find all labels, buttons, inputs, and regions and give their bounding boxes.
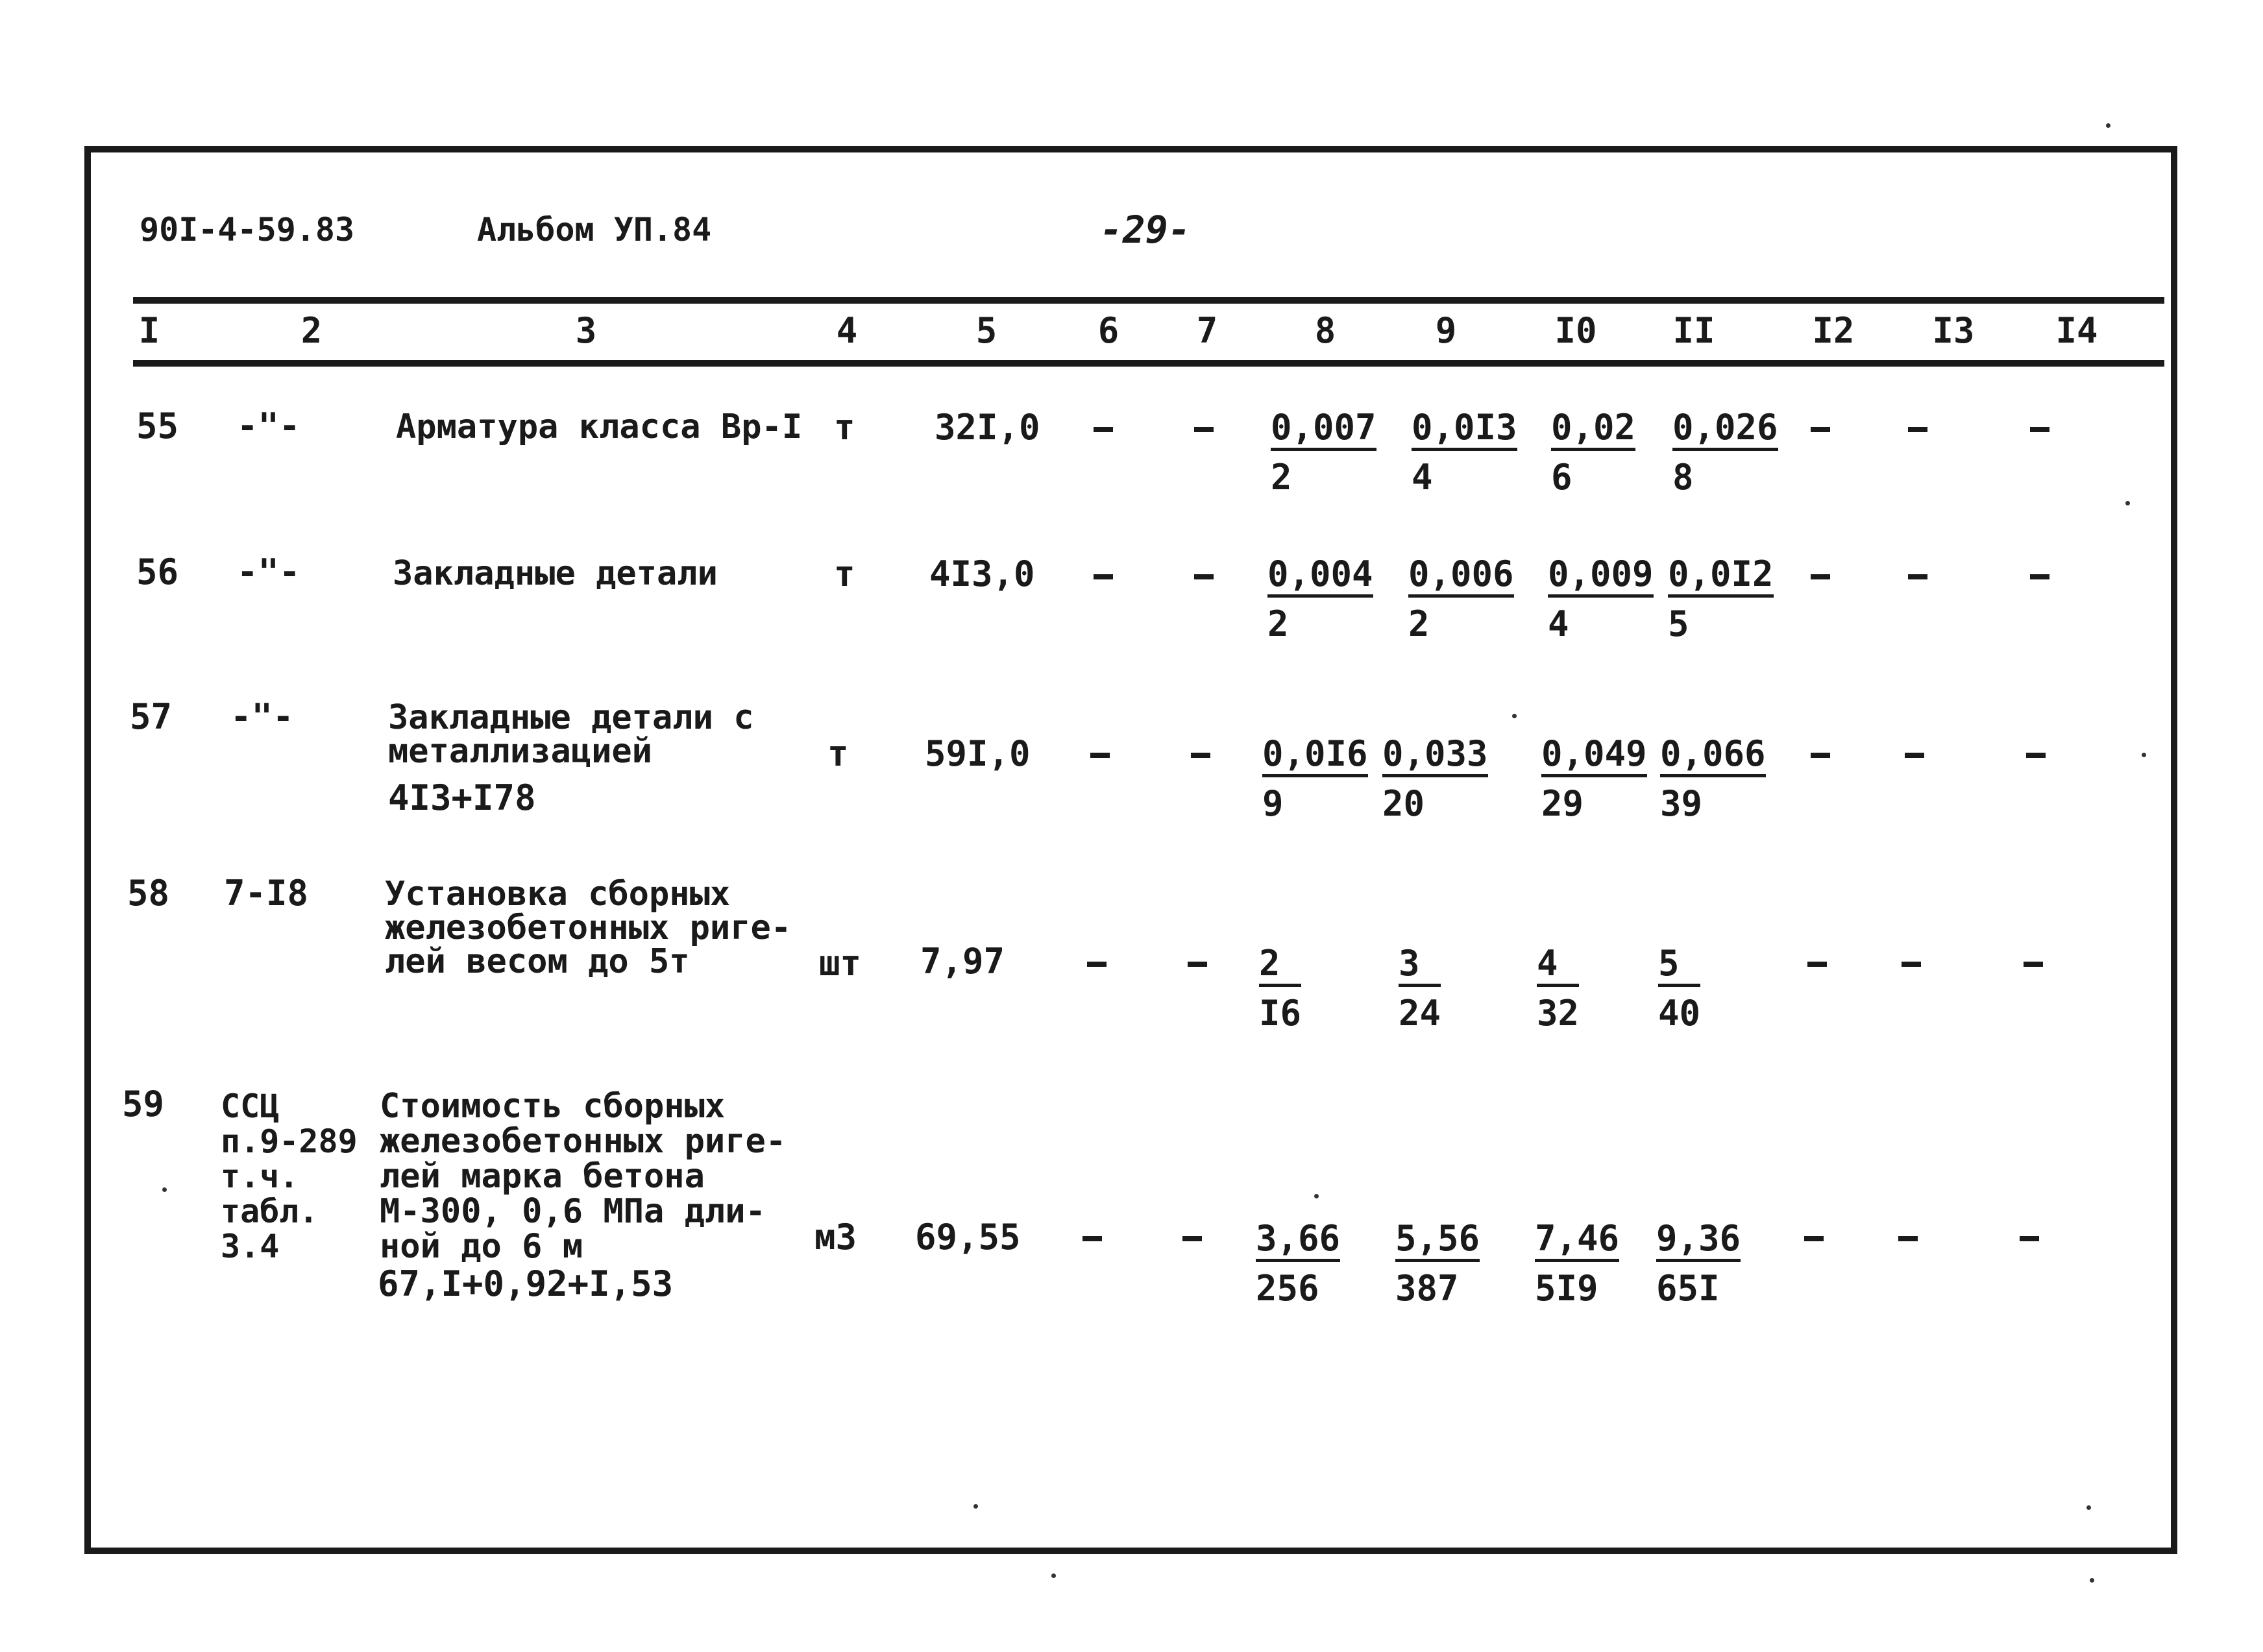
scan-speck [2086, 1505, 2091, 1510]
row-description: Установка сборных железобетонных риге- лей весом до 5т [385, 875, 792, 981]
scan-speck [2142, 753, 2146, 757]
document-code: 90I-4-59.83 [140, 211, 355, 249]
col-header-11: II [1672, 310, 1715, 351]
page-frame [84, 146, 2177, 1554]
fraction-col11: $\frac{5}{40}$ [1658, 943, 1701, 1034]
dash-col12 [1811, 574, 1830, 579]
dash-col13 [1908, 427, 1927, 432]
dash-col12 [1804, 1236, 1824, 1241]
dash-col13 [1905, 753, 1924, 758]
col-header-2: 2 [300, 310, 323, 351]
header-top-rule [133, 297, 2164, 304]
dash-col6 [1087, 962, 1107, 967]
row-number: 58 [127, 873, 170, 914]
row-description: Арматура класса Вр-I [396, 407, 803, 446]
scan-speck [1512, 714, 1517, 718]
row-description: Закладные детали с металлизацией [388, 698, 754, 771]
col-header-3: 3 [575, 310, 597, 351]
row-unit: т [827, 733, 849, 774]
fraction-col8: $\frac{0,007}{2}$ [1271, 407, 1376, 498]
row-description: Стоимость сборных железобетонных риге- лей марка бетона М-300, 0,6 МПа дли- ной до 6 м [380, 1087, 787, 1266]
dash-col6 [1094, 574, 1113, 579]
row-number: 55 [136, 406, 179, 446]
fraction-col9: $\frac{0,006}{2}$ [1408, 553, 1514, 644]
row-total: 32I,0 [935, 407, 1040, 448]
fraction-col9: $\frac{0,033}{20}$ [1382, 733, 1488, 824]
fraction-col8: $\frac{0,004}{2}$ [1267, 553, 1373, 644]
row-reference: 7-I8 [224, 873, 309, 914]
row-unit: шт [819, 943, 862, 984]
col-header-13: I3 [1932, 310, 1975, 351]
row-total: 59I,0 [925, 733, 1031, 774]
fraction-col8: $\frac{3,66}{256}$ [1256, 1218, 1341, 1309]
col-header-4: 4 [836, 310, 858, 351]
dash-col13 [1908, 574, 1927, 579]
scan-speck [973, 1504, 978, 1509]
header-bottom-rule [133, 360, 2164, 367]
dash-col14 [2026, 753, 2046, 758]
dash-col12 [1807, 962, 1827, 967]
fraction-col10: $\frac{7,46}{5I9}$ [1535, 1218, 1620, 1309]
col-header-12: I2 [1812, 310, 1855, 351]
fraction-col10: $\frac{0,009}{4}$ [1548, 553, 1654, 644]
row-reference: -"- [237, 552, 300, 592]
dash-col7 [1194, 574, 1214, 579]
col-header-7: 7 [1196, 310, 1218, 351]
scan-speck [162, 1187, 167, 1192]
row-reference: ССЦ п.9-289 т.ч. табл. 3.4 [221, 1087, 358, 1265]
fraction-col8: $\frac{2}{I6}$ [1259, 943, 1302, 1034]
dash-col12 [1811, 427, 1830, 432]
row-calculation: 4I3+I78 [388, 777, 536, 818]
album-label: Альбом УП.84 [477, 211, 712, 249]
page-number: -29- [1100, 208, 1191, 252]
dash-col7 [1188, 962, 1207, 967]
fraction-col11: $\frac{0,026}{8}$ [1672, 407, 1778, 498]
dash-col12 [1811, 753, 1830, 758]
col-header-14: I4 [2055, 310, 2098, 351]
dash-col6 [1083, 1236, 1102, 1241]
dash-col6 [1090, 753, 1110, 758]
dash-col14 [2030, 574, 2049, 579]
scan-speck [2090, 1578, 2094, 1583]
dash-col7 [1182, 1236, 1202, 1241]
col-header-1: I [138, 310, 160, 351]
row-total: 7,97 [920, 941, 1005, 982]
row-number: 59 [122, 1084, 165, 1124]
fraction-col9: $\frac{5,56}{387}$ [1395, 1218, 1480, 1309]
row-number: 57 [130, 696, 173, 737]
col-header-6: 6 [1097, 310, 1119, 351]
dash-col7 [1194, 427, 1214, 432]
fraction-col10: $\frac{0,02}{6}$ [1551, 407, 1636, 498]
dash-col6 [1094, 427, 1113, 432]
fraction-col9: $\frac{3}{24}$ [1399, 943, 1441, 1034]
fraction-col11: $\frac{9,36}{65I}$ [1656, 1218, 1741, 1309]
dash-col14 [2020, 1236, 2039, 1241]
scan-speck [2125, 501, 2130, 505]
fraction-col9: $\frac{0,0I3}{4}$ [1412, 407, 1517, 498]
fraction-col10: $\frac{4}{32}$ [1537, 943, 1580, 1034]
row-calculation: 67,I+0,92+I,53 [378, 1263, 674, 1304]
col-header-9: 9 [1435, 310, 1457, 351]
row-total: 4I3,0 [929, 553, 1035, 594]
row-reference: -"- [237, 406, 300, 446]
fraction-col11: $\frac{0,0I2}{5}$ [1668, 553, 1774, 644]
scan-speck [1314, 1194, 1319, 1198]
dash-col13 [1898, 1236, 1918, 1241]
row-unit: т [834, 407, 855, 448]
col-header-8: 8 [1314, 310, 1336, 351]
dash-col14 [2030, 427, 2049, 432]
scan-speck [1051, 1573, 1056, 1578]
scan-speck [2106, 123, 2110, 128]
fraction-col10: $\frac{0,049}{29}$ [1541, 733, 1647, 824]
fraction-col8: $\frac{0,0I6}{9}$ [1262, 733, 1368, 824]
row-total: 69,55 [915, 1217, 1021, 1257]
fraction-col11: $\frac{0,066}{39}$ [1660, 733, 1766, 824]
col-header-5: 5 [975, 310, 997, 351]
dash-col13 [1902, 962, 1921, 967]
row-description: Закладные детали [393, 554, 718, 593]
row-unit: т [834, 553, 855, 594]
dash-col14 [2024, 962, 2043, 967]
col-header-10: I0 [1554, 310, 1597, 351]
row-reference: -"- [230, 696, 294, 737]
dash-col7 [1191, 753, 1210, 758]
row-unit: м3 [814, 1217, 857, 1257]
row-number: 56 [136, 552, 179, 592]
